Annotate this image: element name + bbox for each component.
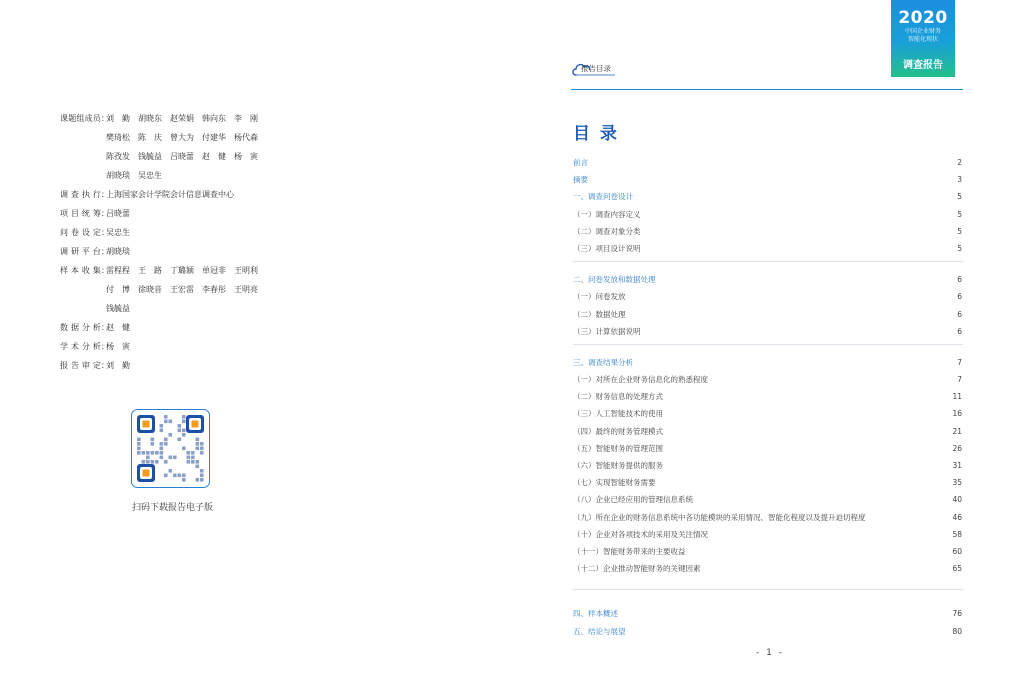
toc-entry[interactable] — [573, 474, 963, 491]
toc-entry-page: 11 — [952, 392, 962, 402]
toc-entry[interactable] — [573, 457, 963, 474]
credit-row — [60, 151, 300, 170]
credit-value: 胡晓琰 吴忠生 — [106, 171, 162, 180]
toc-entry[interactable] — [573, 491, 963, 508]
credit-row — [60, 284, 300, 303]
toc-entry[interactable] — [573, 306, 963, 323]
toc-entry-page: 6 — [957, 292, 962, 302]
header-rule — [571, 89, 963, 90]
toc-entry-title: （二）调查对象分类 — [573, 226, 641, 236]
toc-entry-title: （十）企业对各项技术的采用及关注情况 — [573, 529, 708, 539]
toc — [573, 154, 963, 640]
toc-entry-page: 31 — [952, 461, 962, 470]
toc-entry[interactable] — [573, 388, 963, 405]
toc-entry-page: 5 — [957, 226, 962, 236]
credit-label: 学 术 分 析： — [60, 342, 110, 351]
toc-entry-page: 16 — [952, 409, 962, 419]
qr-code[interactable] — [131, 409, 210, 488]
toc-section — [573, 344, 963, 589]
credit-label — [60, 284, 106, 303]
credit-label: 调 研 平 台： — [60, 247, 110, 256]
toc-entry-title: （二）财务信息的处理方式 — [573, 392, 663, 402]
toc-entry[interactable] — [573, 240, 963, 257]
toc-entry-title: 三、调查结果分析 — [573, 357, 633, 367]
toc-entry-title: （十一）智能财务带来的主要收益 — [573, 546, 686, 556]
credit-label: 样 本 收 集： — [60, 266, 110, 275]
credits-list — [60, 113, 300, 379]
toc-entry-title: 二、问卷发放和数据处理 — [573, 275, 656, 285]
toc-section — [573, 154, 963, 261]
credit-row — [60, 303, 300, 322]
credit-value: 吕晓蕾 — [106, 209, 130, 218]
toc-entry[interactable] — [573, 623, 963, 640]
toc-entry[interactable] — [573, 271, 963, 288]
toc-entry-page: 5 — [957, 209, 962, 219]
toc-entry[interactable] — [573, 371, 963, 388]
credit-value: 吴忠生 — [106, 228, 130, 237]
toc-entry[interactable] — [573, 405, 963, 422]
toc-entry-page: 21 — [952, 426, 962, 436]
toc-entry-page: 2 — [957, 158, 962, 167]
toc-entry[interactable] — [573, 323, 963, 340]
toc-entry-page: 6 — [957, 275, 962, 285]
toc-entry[interactable] — [573, 423, 963, 440]
toc-entry[interactable] — [573, 354, 963, 371]
toc-entry-title: 四、样本概述 — [573, 609, 618, 619]
toc-entry-title: （五）智能财务的管理范围 — [573, 443, 663, 453]
toc-entry[interactable] — [573, 526, 963, 543]
toc-entry-title: 五、结论与展望 — [573, 626, 626, 636]
toc-entry-title: （一）调查内容定义 — [573, 209, 641, 219]
badge-subtitle-line1: 中国企业财务 — [904, 28, 941, 35]
credit-value: 付 博 徐晓音 王宏雷 李春彤 王明亮 — [106, 285, 258, 294]
credit-row — [60, 227, 300, 246]
credit-row — [60, 341, 300, 360]
credit-label: 报 告 审 定： — [60, 361, 110, 370]
credit-value: 杨 寅 — [106, 342, 130, 351]
credit-value: 赵 健 — [106, 323, 130, 332]
qr-caption: 扫码下载报告电子版 — [131, 503, 213, 513]
toc-title: 目 录 — [573, 124, 619, 144]
toc-section — [573, 261, 963, 344]
toc-entry-title: （三）人工智能技术的使用 — [573, 409, 663, 419]
toc-entry-title: （一）问卷发放 — [573, 292, 626, 302]
toc-entry-title: 前言 — [573, 158, 588, 167]
toc-entry-page: 46 — [952, 512, 962, 522]
report-badge — [891, 0, 955, 77]
toc-entry-title: （十二）企业推动智能财务的关键因素 — [573, 564, 701, 574]
toc-entry[interactable] — [573, 605, 963, 622]
credit-row — [60, 170, 300, 189]
page-number: - 1 - — [756, 648, 784, 658]
toc-entry-title: （八）企业已经应用的管理信息系统 — [573, 495, 693, 505]
qr-code-icon — [131, 409, 210, 488]
header-section-label: 报告目录 — [581, 64, 611, 73]
toc-entry-page: 35 — [952, 478, 962, 488]
credit-label — [60, 303, 106, 322]
credit-row — [60, 246, 300, 265]
toc-entry[interactable] — [573, 509, 963, 526]
credit-row — [60, 189, 300, 208]
toc-entry[interactable] — [573, 223, 963, 240]
credit-row — [60, 360, 300, 379]
credit-value: 刘 勤 胡晓东 赵荣娟 韩向东 李 刚 — [106, 114, 258, 123]
toc-entry-page: 6 — [957, 326, 962, 336]
toc-entry-page: 76 — [952, 609, 962, 619]
toc-entry-title: （三）项目设计说明 — [573, 243, 641, 253]
credit-label: 项 目 统 筹： — [60, 209, 110, 218]
toc-entry-title: （九）所在企业的财务信息系统中各功能模块的采用情况、智能化程度以及提升迫切程度 — [573, 512, 866, 522]
badge-year: 2020 — [898, 8, 948, 28]
credit-label — [60, 132, 106, 151]
toc-entry-page: 80 — [952, 626, 962, 636]
credit-row — [60, 265, 300, 284]
toc-entry[interactable] — [573, 206, 963, 223]
toc-entry-title: 摘要 — [573, 175, 588, 185]
toc-entry-page: 65 — [952, 564, 962, 574]
toc-entry-page: 5 — [957, 243, 962, 253]
toc-entry-page: 58 — [952, 529, 962, 539]
toc-entry-page: 40 — [952, 495, 962, 505]
credit-row — [60, 132, 300, 151]
toc-entry[interactable] — [573, 154, 963, 171]
toc-entry-title: （六）智能财务提供的服务 — [573, 461, 663, 470]
credit-value: 樊琦松 陈 庆 曾大为 付建华 杨代森 — [106, 133, 258, 142]
toc-entry-title: 一、调查问卷设计 — [573, 192, 633, 202]
toc-entry-page: 5 — [957, 192, 962, 202]
toc-entry-title: （二）数据处理 — [573, 309, 626, 319]
toc-entry-page: 7 — [957, 357, 962, 367]
toc-entry-page: 6 — [957, 309, 962, 319]
credit-value: 雷程程 王 路 丁璐颖 单冠非 王明利 — [106, 266, 258, 275]
badge-subtitle-line2: 智能化现状 — [907, 36, 938, 43]
toc-entry-page: 26 — [952, 443, 962, 453]
toc-entry-page: 60 — [952, 546, 962, 556]
credit-label: 数 据 分 析： — [60, 323, 110, 332]
credit-row — [60, 208, 300, 227]
credit-label: 问 卷 设 定： — [60, 228, 110, 237]
toc-entry[interactable] — [573, 560, 963, 577]
credit-value: 刘 勤 — [106, 361, 130, 370]
credit-value: 钱毓益 — [106, 304, 130, 313]
credit-row — [60, 322, 300, 341]
toc-entry-title: （一）对所在企业财务信息化的熟悉程度 — [573, 375, 708, 385]
credit-label — [60, 170, 106, 189]
credit-value: 上海国家会计学院会计信息调查中心 — [106, 190, 234, 199]
toc-entry[interactable] — [573, 440, 963, 457]
toc-entry-page: 7 — [957, 375, 962, 385]
credit-label: 课题组成员： — [60, 114, 110, 123]
toc-entry[interactable] — [573, 188, 963, 205]
toc-entry-title: （三）计算依据说明 — [573, 326, 641, 336]
badge-tag: 调查报告 — [903, 60, 943, 71]
toc-entry[interactable] — [573, 288, 963, 305]
toc-entry-title: （七）实现智能财务需要 — [573, 478, 656, 488]
credit-label — [60, 151, 106, 170]
toc-entry-page: 3 — [957, 175, 962, 185]
credit-value: 陈孜发 钱毓益 吕晓蕾 赵 健 杨 寅 — [106, 152, 258, 161]
toc-entry[interactable] — [573, 543, 963, 560]
toc-section — [573, 589, 963, 639]
report-contents-logo — [571, 60, 617, 78]
credit-label: 调 查 执 行： — [60, 190, 110, 199]
toc-entry[interactable] — [573, 171, 963, 188]
credit-value: 胡晓琰 — [106, 247, 130, 256]
credit-row — [60, 113, 300, 132]
toc-entry-title: （四）最终的财务管理模式 — [573, 426, 663, 436]
